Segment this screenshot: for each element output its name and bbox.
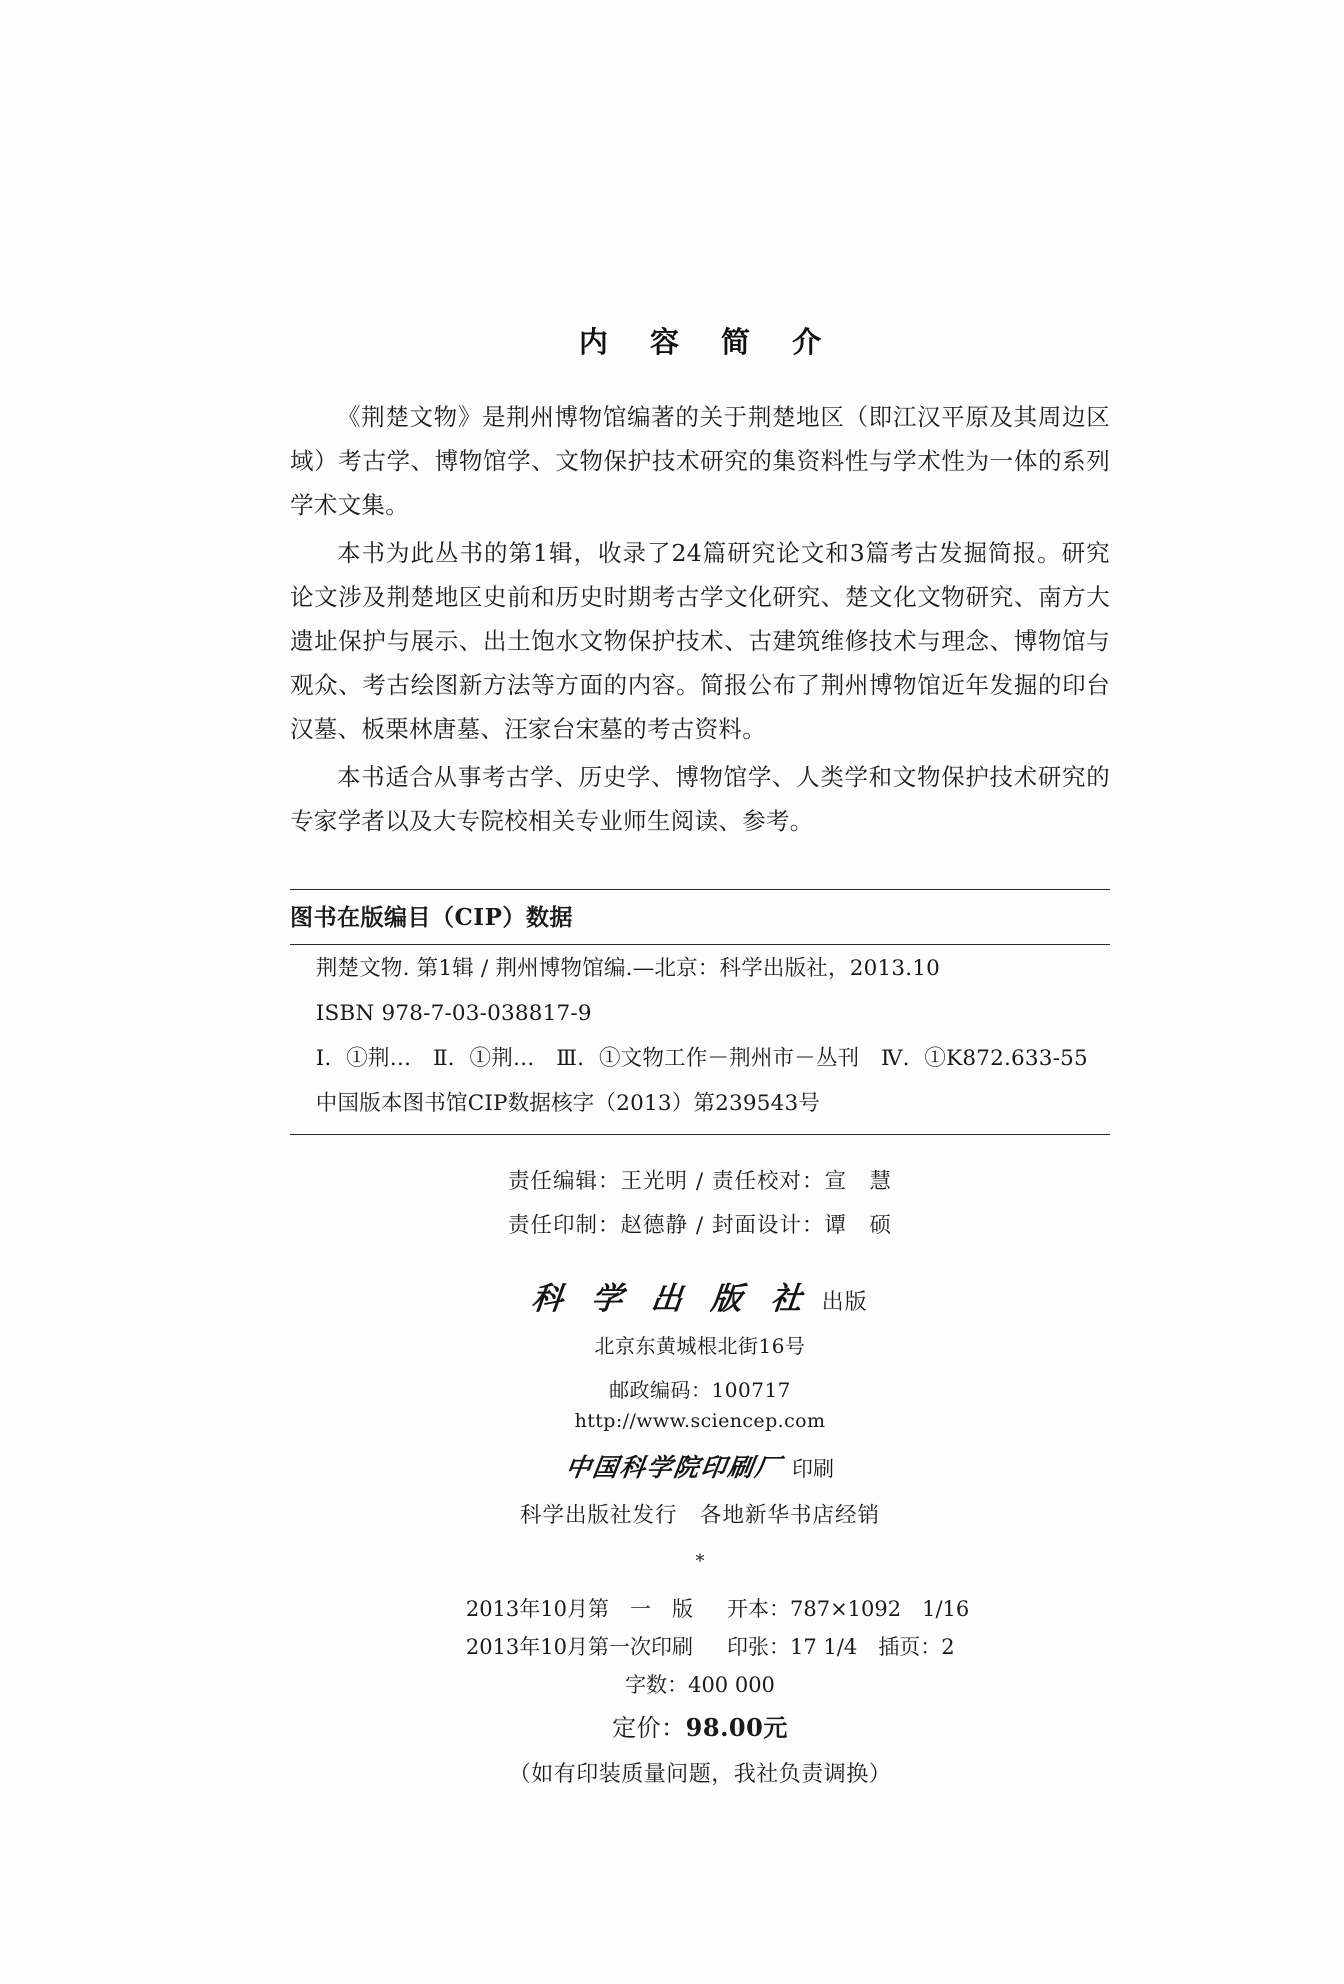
price-value: 98.00元: [685, 1712, 788, 1742]
cip-heading: 图书在版编目（CIP）数据: [290, 904, 573, 931]
printer-suffix: 印刷: [792, 1457, 834, 1481]
intro-paragraph-1: 《荆楚文物》是荆州博物馆编著的关于荆楚地区（即江汉平原及其周边区域）考古学、博物馆学、文物保护技术研究的集资料性与学术性为一体的系列学术文集。: [290, 403, 1110, 519]
quality-note: （如有印装质量问题，我社负责调换）: [508, 1761, 892, 1787]
intro-paragraph-2: 本书为此丛书的第1辑，收录了24篇研究论文和3篇考古发掘简报。研究论文涉及荆楚地区史前和历史时期考古学文化研究、楚文化文物研究、南方大遗址保护与展示、出土饱水文物保护技术、古建筑维修技术与理念、博物馆与观众、考古绘图新方法等方面的内容。简报公布了荆州博物馆近年发掘的印台汉墓、板栗林唐墓、汪家台宋墓的考古资料。: [290, 539, 1110, 743]
cip-body: [290, 945, 1110, 1134]
imprint-print-date: 2013年10月第一次印刷: [465, 1634, 693, 1659]
cip-line-title: 荆楚文物. 第1辑 / 荆州博物馆编.—北京：科学出版社，2013.10: [315, 956, 941, 981]
publisher-postcode: 邮政编码：100717: [609, 1378, 791, 1402]
imprint-word-count: 字数：400 000: [625, 1672, 775, 1697]
price-line: [290, 1708, 1110, 1748]
credits-production-line: 责任印制：赵德静 / 封面设计：谭 硕: [508, 1213, 892, 1238]
page-content: [290, 320, 1110, 1794]
printer-logo: 中国科学院印刷厂: [563, 1453, 784, 1482]
printer-line: [290, 1448, 1110, 1484]
imprint-block: [290, 1590, 1110, 1794]
publisher-url: http://www.sciencep.com: [574, 1410, 826, 1432]
imprint-format: 开本：787×1092 1/16: [727, 1596, 970, 1621]
publisher-suffix: 出版: [821, 1290, 868, 1315]
cip-bottom-rule: [290, 1134, 1110, 1135]
price-label: 定价：: [612, 1713, 686, 1742]
publisher-name-line: [290, 1273, 1110, 1318]
intro-paragraph-3: 本书适合从事考古学、历史学、博物馆学、人类学和文物保护技术研究的专家学者以及大专院校相关专业师生阅读、参考。: [290, 763, 1110, 835]
page-title: 内 容 简 介: [578, 325, 838, 359]
publisher-address: 北京东黄城根北街16号: [594, 1334, 806, 1358]
science-press-logo: 科 学 出 版 社: [530, 1281, 814, 1317]
cip-line-classification: Ⅰ．①荆… Ⅱ．①荆… Ⅲ．①文物工作－荆州市－丛刊 Ⅳ．①K872.633-55: [315, 1046, 1088, 1071]
imprint-sheets: 印张：17 1/4 插页：2: [727, 1634, 955, 1659]
separator-asterisk: *: [695, 1550, 705, 1572]
imprint-row-edition: [290, 1590, 1110, 1628]
publisher-block: [290, 1273, 1110, 1572]
imprint-row-print: [290, 1628, 1110, 1666]
cip-line-isbn: ISBN 978-7-03-038817-9: [315, 1001, 592, 1026]
introduction-block: [290, 395, 1110, 843]
credits-editor-line: 责任编辑：王光明 / 责任校对：宣 慧: [508, 1169, 892, 1194]
cip-block: [290, 889, 1110, 1135]
credits-block: [290, 1165, 1110, 1243]
imprint-edition-date: 2013年10月第 一 版: [465, 1596, 693, 1621]
cip-line-registry: 中国版本图书馆CIP数据核字（2013）第239543号: [315, 1091, 821, 1116]
distribution-line: 科学出版社发行 各地新华书店经销: [519, 1503, 880, 1528]
